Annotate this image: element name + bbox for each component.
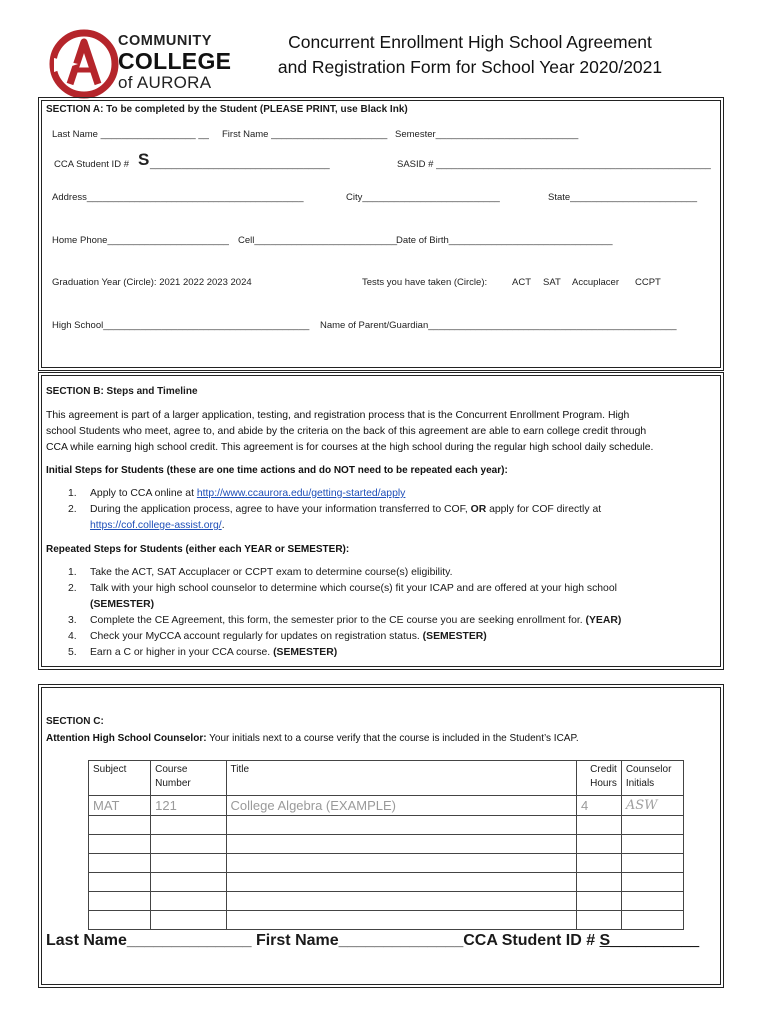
- section-b-intro-line-2: school Students who meet, agree to, and abide by the criteria on the back of this agreement are able to earn college credit through: [46, 426, 647, 437]
- initial-step-2-number: 2.: [68, 504, 77, 515]
- initial-step-1-text: Apply to CCA online at: [90, 488, 197, 499]
- logo-line-aurora: of AURORA: [118, 72, 212, 92]
- section-b-intro-line-1: This agreement is part of a larger application, testing, and registration process that is the Concurrent Enrollment Program. High: [46, 410, 630, 421]
- initial-steps-heading: Initial Steps for Students (these are one time actions and do NOT need to be repeated each year):: [46, 465, 508, 476]
- high-school-field[interactable]: High School_______________________________________: [52, 320, 310, 331]
- section-b-intro: [46, 408, 716, 456]
- cca-id-field[interactable]: __________________________________: [150, 159, 330, 170]
- course-row[interactable]: [89, 854, 684, 873]
- section-a-heading: SECTION A: To be completed by the Student (PLEASE PRINT, use Black Ink): [46, 104, 408, 115]
- initial-step-2-end: .: [221, 520, 225, 531]
- course-row[interactable]: [89, 892, 684, 911]
- college-logo: [48, 28, 232, 100]
- header-course-number: [151, 761, 226, 796]
- course-example-row: [89, 796, 684, 816]
- college-logo-icon: [48, 28, 120, 100]
- repeated-step-2-tag: (SEMESTER): [90, 599, 155, 610]
- tests-label: Tests you have taken (Circle):: [362, 277, 488, 288]
- course-row[interactable]: [89, 835, 684, 854]
- home-phone-field[interactable]: Home Phone_______________________: [52, 235, 229, 246]
- form-title-line-2: and Registration Form for School Year 2020/2021: [277, 57, 663, 77]
- repeated-step-5: [46, 645, 716, 661]
- parent-guardian-field[interactable]: Name of Parent/Guardian_______________________________________________: [320, 320, 677, 331]
- apply-link[interactable]: http://www.ccaurora.edu/getting-started/apply: [196, 488, 406, 499]
- last-name-field[interactable]: Last Name __________________ __: [52, 129, 209, 140]
- cof-link[interactable]: https://cof.college-assist.org/: [90, 520, 222, 531]
- header-credit-hours: [577, 761, 622, 796]
- footer-first-name-field[interactable]: First Name______________: [255, 932, 464, 949]
- header-counselor-initials: [621, 761, 683, 796]
- footer-identification: [46, 932, 699, 950]
- section-c-heading: SECTION C:: [46, 716, 104, 727]
- college-logo-text: [118, 34, 231, 91]
- initial-step-2-or: OR: [470, 504, 487, 515]
- repeated-step-5-tag: (SEMESTER): [273, 647, 338, 658]
- logo-line-community: COMMUNITY: [118, 33, 212, 49]
- repeated-step-2: [46, 581, 716, 613]
- repeated-step-3: [46, 613, 716, 629]
- form-title: [250, 30, 690, 80]
- example-credit: 4: [577, 796, 622, 816]
- date-of-birth-field[interactable]: Date of Birth_______________________________: [396, 235, 613, 246]
- initial-step-1: [46, 486, 716, 502]
- state-field[interactable]: State________________________: [548, 192, 697, 203]
- repeated-step-2-number: 2.: [68, 583, 77, 594]
- initial-step-2-text: During the application process, agree to have your information transferred to COF,: [90, 504, 471, 515]
- attention-text: Your initials next to a course verify that the course is included in the Student’s ICAP.: [206, 733, 579, 744]
- course-row[interactable]: [89, 911, 684, 930]
- sasid-field[interactable]: SASID # ____________________________________________________: [397, 159, 711, 170]
- repeated-step-4-number: 4.: [68, 631, 77, 642]
- section-c-attention: [46, 731, 579, 747]
- header-counselor-line-2: Initials: [625, 778, 655, 789]
- repeated-step-4: [46, 629, 716, 645]
- initial-step-2-text-cont: apply for COF directly at: [486, 504, 602, 515]
- header-subject: Subject: [89, 761, 151, 796]
- cca-id-label: CCA Student ID #: [54, 159, 129, 170]
- cca-id-prefix: S: [138, 150, 150, 169]
- header-credit-line-1: Credit: [590, 764, 617, 775]
- repeated-step-2-text: Talk with your high school counselor to determine which course(s) fit your ICAP and are offered at your high school: [90, 583, 617, 594]
- header-course-line-1: Course: [155, 764, 188, 775]
- city-field[interactable]: City__________________________: [346, 192, 500, 203]
- logo-line-college: COLLEGE: [118, 47, 232, 74]
- test-option-sat[interactable]: SAT: [543, 277, 561, 288]
- example-number: 121: [151, 796, 226, 816]
- repeated-step-3-number: 3.: [68, 615, 77, 626]
- repeated-step-1-number: 1.: [68, 567, 77, 578]
- course-table-header: [89, 761, 684, 796]
- initial-step-1-number: 1.: [68, 488, 77, 499]
- repeated-step-5-text: Earn a C or higher in your CCA course.: [90, 647, 274, 658]
- footer-cca-id-label: CCA Student ID #: [463, 932, 600, 949]
- repeated-step-3-text: Complete the CE Agreement, this form, the semester prior to the CE course you are seeking enrollment for.: [90, 615, 586, 626]
- repeated-step-1-text: Take the ACT, SAT Accuplacer or CCPT exam to determine course(s) eligibility.: [90, 567, 453, 578]
- course-row[interactable]: [89, 816, 684, 835]
- attention-label: Attention High School Counselor:: [46, 733, 207, 744]
- address-field[interactable]: Address_________________________________________: [52, 192, 304, 203]
- repeated-step-4-tag: (SEMESTER): [422, 631, 487, 642]
- repeated-step-1: [46, 565, 716, 581]
- repeated-steps-heading: Repeated Steps for Students (either each YEAR or SEMESTER):: [46, 544, 350, 555]
- footer-cca-id-field[interactable]: S__________: [599, 932, 700, 949]
- header-counselor-line-1: Counselor: [625, 764, 672, 775]
- repeated-step-4-text: Check your MyCCA account regularly for updates on registration status.: [90, 631, 423, 642]
- initial-steps-list: [46, 486, 716, 534]
- first-name-field[interactable]: First Name ______________________: [222, 129, 388, 140]
- header-course-line-2: Number: [155, 778, 191, 789]
- form-title-line-1: Concurrent Enrollment High School Agreement: [288, 32, 652, 52]
- graduation-year-options[interactable]: Graduation Year (Circle): 2021 2022 2023 2024: [52, 277, 252, 288]
- test-option-ccpt[interactable]: CCPT: [635, 277, 661, 288]
- test-option-act[interactable]: ACT: [512, 277, 531, 288]
- example-title: College Algebra (EXAMPLE): [226, 796, 576, 816]
- cell-field[interactable]: Cell___________________________: [238, 235, 398, 246]
- repeated-step-3-tag: (YEAR): [585, 615, 622, 626]
- example-subject: MAT: [89, 796, 151, 816]
- section-b-intro-line-3: CCA while earning high school credit. This agreement is for courses at the high school during the regular high school daily schedule.: [46, 442, 654, 453]
- example-initials: ASW: [621, 796, 683, 816]
- initial-step-2: [46, 502, 716, 534]
- test-option-accuplacer[interactable]: Accuplacer: [572, 277, 619, 288]
- header-credit-line-2: Hours: [590, 778, 617, 789]
- section-b-heading: SECTION B: Steps and Timeline: [46, 386, 198, 397]
- footer-last-name-field[interactable]: Last Name______________: [46, 932, 252, 949]
- semester-field[interactable]: Semester___________________________: [395, 129, 579, 140]
- course-row[interactable]: [89, 873, 684, 892]
- repeated-step-5-number: 5.: [68, 647, 77, 658]
- course-table: [88, 760, 684, 930]
- repeated-steps-list: [46, 565, 716, 661]
- header-title: Title: [226, 761, 576, 796]
